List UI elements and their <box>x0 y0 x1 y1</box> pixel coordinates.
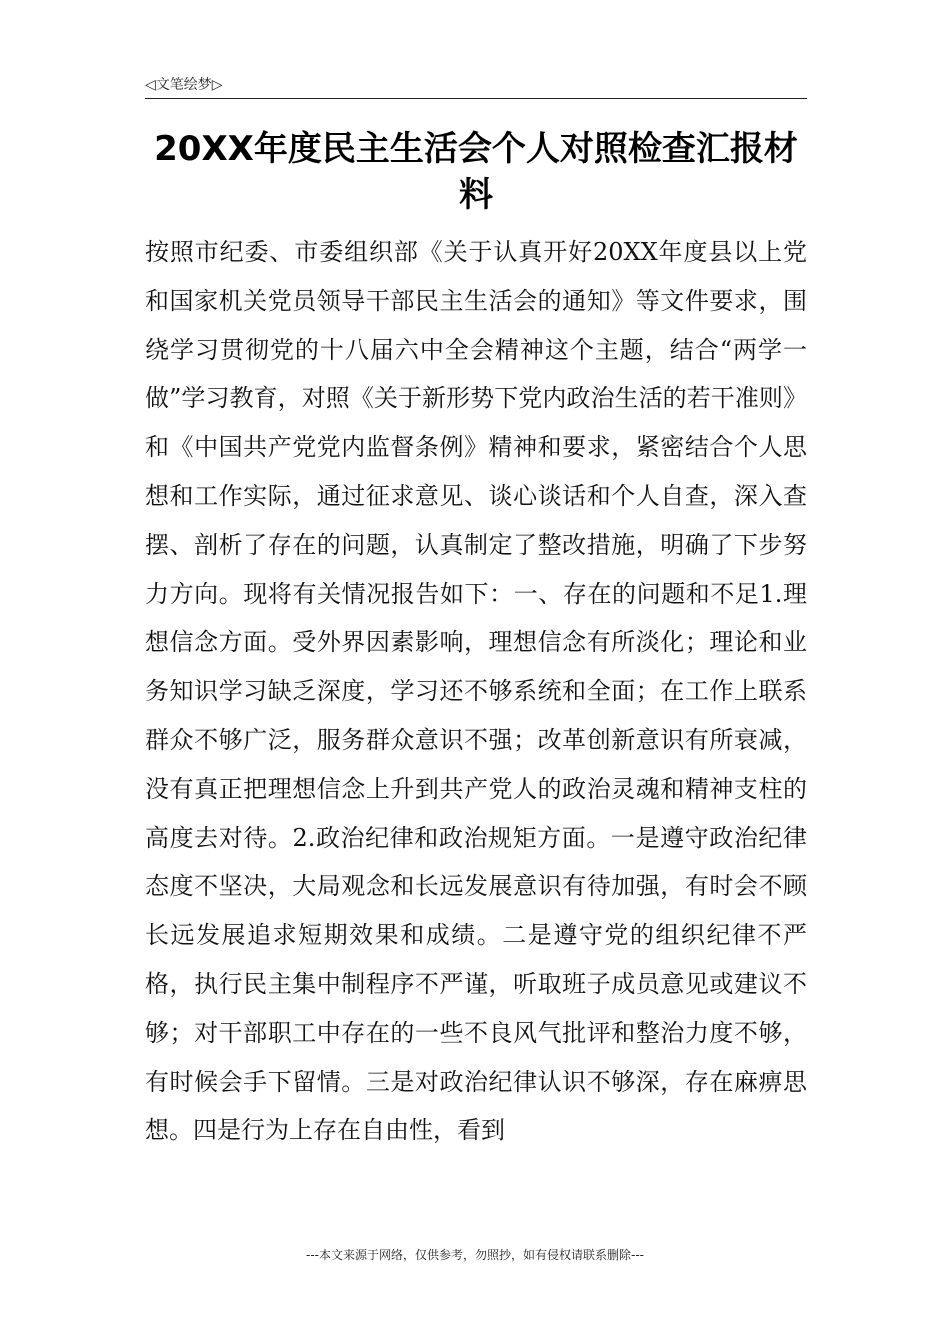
document-title: 20XX年度民主生活会个人对照检查汇报材料 <box>154 129 798 215</box>
document-body: 按照市纪委、市委组织部《关于认真开好20XX年度县以上党和国家机关党员领导干部民主生活会的通知》等文件要求，围绕学习贯彻党的十八届六中全会精神这个主题，结合“两学一做”学习教育，对照《关于新形势下党内政治生活的若干准则》和《中国共产党党内监督条例》精神和要求，紧密结合个人思想和工作实际，通过征求意见、谈心谈话和个人自查，深入查摆、剖析了存在的问题，认真制定了整改措施，明确了下步努力方向。现将有关情况报告如下：一、存在的问题和不足1.理想信念方面。受外界因素影响，理想信念有所淡化；理论和业务知识学习缺乏深度，学习还不够系统和全面；在工作上联系群众不够广泛，服务群众意识不强；改革创新意识有所衰减，没有真正把理想信念上升到共产党人的政治灵魂和精神支柱的高度去对待。2.政治纪律和政治规矩方面。一是遵守政治纪律态度不坚决，大局观念和长远发展意识有待加强，有时会不顾长远发展追求短期效果和成绩。二是遵守党的组织纪律不严格，执行民主集中制程序不严谨，听取班子成员意见或建议不够；对干部职工中存在的一些不良风气批评和整治力度不够，有时候会手下留情。三是对政治纪律认识不够深，存在麻痹思想。四是行为上存在自由性，看到 <box>145 238 807 1145</box>
header-label: ◁文笔绘梦▷ <box>145 77 223 93</box>
page-header <box>145 72 807 99</box>
footer-notice: ---本文来源于网络，仅供参考，勿照抄，如有侵权请联系删除--- <box>306 1248 644 1262</box>
